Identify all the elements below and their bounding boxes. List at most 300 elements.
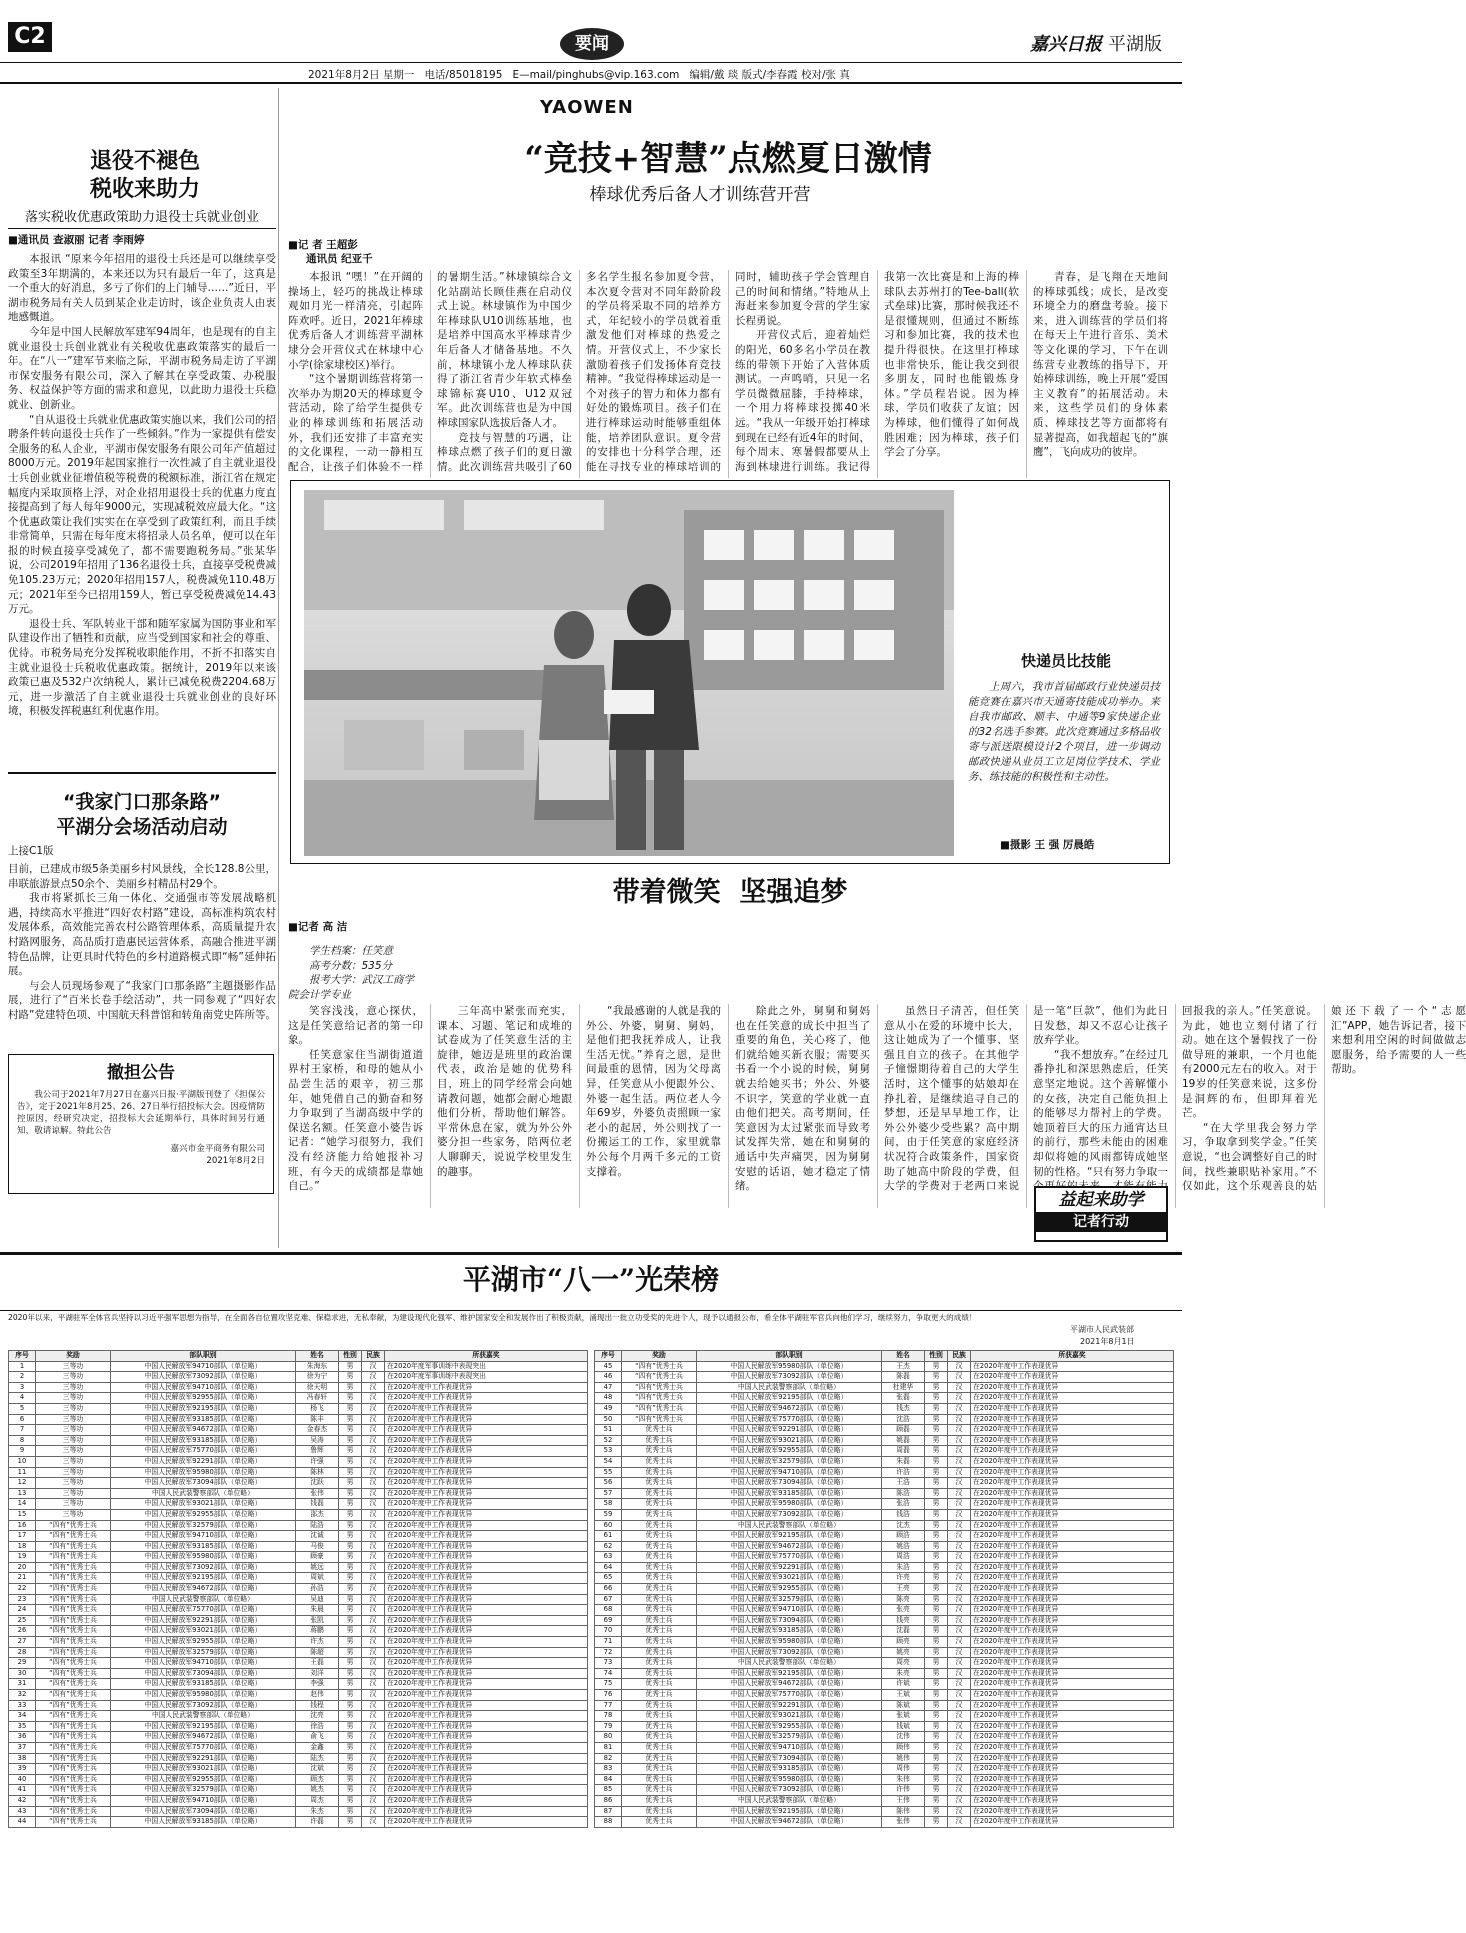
table-cell: 中国人民解放军32579部队（单位略）	[111, 1785, 296, 1796]
left-story-byline: ■通讯员 查淑丽 记者 李雨婷	[8, 234, 145, 246]
table-cell: 40	[9, 1774, 36, 1785]
table-cell: 男	[925, 1382, 948, 1393]
table-cell: 优秀士兵	[622, 1552, 697, 1563]
table-cell: 中国人民解放军93185部队（单位略）	[697, 1626, 882, 1637]
honor-table-header	[595, 1351, 1174, 1362]
table-cell: “四有”优秀士兵	[36, 1700, 111, 1711]
table-cell: 钱浩	[882, 1509, 925, 1520]
table-cell: 三等功	[36, 1425, 111, 1436]
table-cell: 57	[595, 1488, 622, 1499]
table-cell: 中国人民武装警察部队（单位略）	[111, 1594, 296, 1605]
table-cell: 男	[339, 1732, 362, 1743]
table-cell: 陆浩	[296, 1520, 339, 1531]
table-cell: 男	[925, 1626, 948, 1637]
charity-stamp	[1034, 1186, 1168, 1242]
table-cell: 在2020年度中工作表现优异	[971, 1753, 1174, 1764]
table-cell: 汉	[948, 1742, 971, 1753]
paragraph: 竞技与智慧的巧遇，让棒球点燃了孩子们的夏日激情。此次训练营共吸引了60多名学生报名参加夏令营，本次夏令营对不同年龄阶段的学员将采取不同的培养方式，年纪较小的学员就着重激发他们对棒球的热爱之情。开营仪式上，不少家长激励着孩子们发扬体育竞技精神。“我觉得棒球运动是一个对孩子的智力和体力都有好处的锻炼项目。孩子们在进行棒球运动时能够重组体能，培养团队意识。夏令营的安排也十分科学合理，还能在寻找专业的棒球培训的同时，辅助孩子学会管理自己的时间和情绪。”特地从上海赶来参加夏令营的学生家长程勇说。	[437, 271, 870, 473]
table-cell: “四有”优秀士兵	[622, 1372, 697, 1383]
table-cell: 汉	[362, 1647, 385, 1658]
table-cell: 在2020年度中工作表现优异	[385, 1562, 588, 1573]
table-cell: 优秀士兵	[622, 1541, 697, 1552]
table-row	[9, 1552, 588, 1563]
table-cell: 男	[339, 1499, 362, 1510]
table-cell: 37	[9, 1742, 36, 1753]
table-cell: 男	[339, 1403, 362, 1414]
table-cell: 汉	[948, 1446, 971, 1457]
table-cell: 中国人民解放军94710部队（单位略）	[111, 1795, 296, 1806]
table-cell: 陈斌	[882, 1700, 925, 1711]
table-cell: 68	[595, 1605, 622, 1616]
table-cell: 在2020年度中工作表现优异	[971, 1372, 1174, 1383]
table-cell: 男	[925, 1711, 948, 1722]
table-cell: 男	[339, 1817, 362, 1828]
table-cell: 中国人民解放军92291部队（单位略）	[111, 1753, 296, 1764]
table-cell: 男	[339, 1456, 362, 1467]
table-cell: 在2020年度中工作表现优异	[385, 1499, 588, 1510]
table-cell: 在2020年度中工作表现优异	[385, 1753, 588, 1764]
table-row	[9, 1764, 588, 1775]
table-cell: 朱伟	[882, 1774, 925, 1785]
table-cell: 中国人民解放军95980部队（单位略）	[697, 1361, 882, 1372]
table-cell: 汉	[362, 1668, 385, 1679]
table-row	[595, 1488, 1174, 1499]
table-cell: 82	[595, 1753, 622, 1764]
col-header: 部队职别	[111, 1351, 296, 1362]
table-cell: 三等功	[36, 1435, 111, 1446]
table-cell: 41	[9, 1785, 36, 1796]
table-cell: 64	[595, 1562, 622, 1573]
table-cell: 优秀士兵	[622, 1499, 697, 1510]
table-cell: 男	[925, 1552, 948, 1563]
table-cell: 中国人民解放军75770部队（单位略）	[697, 1552, 882, 1563]
table-row	[595, 1372, 1174, 1383]
table-row	[9, 1520, 588, 1531]
table-cell: 中国人民解放军73094部队（单位略）	[697, 1615, 882, 1626]
lead-subheadline: 棒球优秀后备人才训练营开营	[589, 185, 811, 205]
table-cell: 在2020年度中工作表现优异	[971, 1552, 1174, 1563]
table-cell: 在2020年度中工作表现优异	[385, 1520, 588, 1531]
table-cell: 汉	[362, 1605, 385, 1616]
table-cell: 汉	[948, 1711, 971, 1722]
table-cell: 周伟	[882, 1764, 925, 1775]
profile-score: 高考分数：535分	[309, 959, 393, 972]
table-cell: 优秀士兵	[622, 1531, 697, 1542]
table-cell: “四有”优秀士兵	[36, 1647, 111, 1658]
table-cell: 三等功	[36, 1509, 111, 1520]
table-row	[595, 1679, 1174, 1690]
table-row	[9, 1732, 588, 1743]
table-cell: 汉	[362, 1467, 385, 1478]
table-cell: 在2020年度中工作表现优异	[385, 1382, 588, 1393]
table-cell: 许伟	[882, 1785, 925, 1796]
table-cell: 81	[595, 1742, 622, 1753]
table-cell: 许浩	[882, 1467, 925, 1478]
table-cell: 王伟	[882, 1795, 925, 1806]
table-row	[595, 1764, 1174, 1775]
paragraph: 退役士兵、军队转业干部和随军家属为国防事业和军队建设作出了牺牲和贡献，应当受到国家和社会的尊重、优待。市税务局充分发挥税收职能作用，不折不扣落实自主就业退役士兵税收优惠政策。据统计，2019年以来该政策已惠及532户次纳税人，累计已减免税费2204.68万元，进一步激活了自主就业退役士兵就业创业的良好环境，积极发挥税惠红利优惠作用。	[8, 617, 276, 718]
table-cell: 在2020年度中工作表现优异	[971, 1456, 1174, 1467]
table-cell: 冯春轩	[296, 1393, 339, 1404]
table-cell: 汉	[948, 1764, 971, 1775]
table-cell: 男	[925, 1403, 948, 1414]
table-cell: 男	[925, 1446, 948, 1457]
table-cell: 三等功	[36, 1393, 111, 1404]
table-cell: 优秀士兵	[622, 1478, 697, 1489]
table-cell: 在2020年度中工作表现优异	[971, 1499, 1174, 1510]
table-cell: 中国人民解放军75770部队（单位略）	[111, 1605, 296, 1616]
table-cell: 88	[595, 1817, 622, 1828]
table-row	[9, 1679, 588, 1690]
table-cell: 33	[9, 1700, 36, 1711]
table-row	[9, 1690, 588, 1701]
table-cell: 中国人民解放军94710部队（单位略）	[111, 1382, 296, 1393]
table-cell: 11	[9, 1467, 36, 1478]
table-row	[595, 1785, 1174, 1796]
table-cell: 中国人民解放军73094部队（单位略）	[111, 1806, 296, 1817]
table-cell: 在2020年度中工作表现优异	[971, 1531, 1174, 1542]
table-cell: 周浩	[882, 1552, 925, 1563]
paragraph: 开营仪式后，迎着灿烂的阳光，60多名小学员在教练的带领下开始了入营体质测试。一声鸣哨，只见一名学员微微屈膝，手持棒球，一个用力将棒球投掷40米远。“我从一年级开始打棒球到现在已经有近4年的时间，每个周末、寒暑假都要从上海到林埭进行训练。我记得我第一次比赛是和上海的棒球队去苏州打的Tee-ball(软式垒球)比赛，那时候我还不是很懂规则，但通过不断练习和参加比赛，我的技术也提升得很快。在这里打棒球也非常快乐，能让我交到很多朋友，同时也能锻炼身体。”学员程岩说。因为棒球，学员们收获了友谊；因为棒球，他们懂得了如何战胜困难；因为棒球，孩子们学会了分享。	[735, 271, 1019, 473]
table-cell: 优秀士兵	[622, 1742, 697, 1753]
table-cell: 中国人民解放军32579部队（单位略）	[697, 1594, 882, 1605]
table-cell: 徐天明	[296, 1382, 339, 1393]
table-cell: 沈跃	[296, 1478, 339, 1489]
table-cell: 朱浩	[882, 1562, 925, 1573]
left-story-subtitle: 落实税收优惠政策助力退役士兵就业创业	[24, 210, 259, 225]
table-cell: 62	[595, 1541, 622, 1552]
table-cell: 男	[339, 1795, 362, 1806]
table-cell: 三等功	[36, 1488, 111, 1499]
left-title-line1: 退役不褪色	[89, 149, 200, 174]
table-cell: 中国人民解放军95980部队（单位略）	[111, 1552, 296, 1563]
table-row	[595, 1721, 1174, 1732]
table-row	[595, 1531, 1174, 1542]
page-code: C2	[8, 22, 52, 52]
table-cell: 顾伟	[882, 1742, 925, 1753]
table-cell: 在2020年度中工作表现优异	[971, 1382, 1174, 1393]
table-row	[9, 1499, 588, 1510]
table-cell: 中国人民解放军73094部队（单位略）	[111, 1478, 296, 1489]
table-cell: “四有”优秀士兵	[36, 1721, 111, 1732]
table-cell: 汉	[362, 1382, 385, 1393]
table-cell: 汉	[362, 1690, 385, 1701]
table-cell: 男	[925, 1785, 948, 1796]
table-cell: 在2020年度中工作表现优异	[385, 1573, 588, 1584]
student-profile	[288, 944, 422, 1002]
table-cell: 优秀士兵	[622, 1806, 697, 1817]
table-cell: 男	[925, 1584, 948, 1595]
col-header: 所获嘉奖	[971, 1351, 1174, 1362]
table-cell: 男	[925, 1509, 948, 1520]
table-cell: 在2020年度中工作表现优异	[971, 1361, 1174, 1372]
table-cell: 男	[925, 1605, 948, 1616]
table-cell: 在2020年度中工作表现优异	[971, 1668, 1174, 1679]
table-cell: 在2020年度中工作表现优异	[385, 1764, 588, 1775]
table-cell: 70	[595, 1626, 622, 1637]
table-cell: 汉	[362, 1795, 385, 1806]
table-cell: 45	[595, 1361, 622, 1372]
honor-table-left	[8, 1350, 588, 1828]
table-row	[9, 1435, 588, 1446]
table-cell: 男	[925, 1520, 948, 1531]
table-cell: 优秀士兵	[622, 1795, 697, 1806]
table-row	[595, 1446, 1174, 1457]
table-cell: 在2020年度中工作表现优异	[385, 1668, 588, 1679]
table-row	[595, 1690, 1174, 1701]
table-cell: 在2020年度中工作表现优异	[971, 1785, 1174, 1796]
table-cell: 优秀士兵	[622, 1509, 697, 1520]
table-cell: 中国人民解放军93021部队（单位略）	[697, 1435, 882, 1446]
table-cell: 56	[595, 1478, 622, 1489]
table-cell: 71	[595, 1637, 622, 1648]
table-cell: 男	[925, 1764, 948, 1775]
table-row	[9, 1711, 588, 1722]
table-cell: 在2020年度中工作表现优异	[385, 1552, 588, 1563]
table-cell: 8	[9, 1435, 36, 1446]
table-cell: 在2020年度中工作表现优异	[971, 1403, 1174, 1414]
paragraph: “在大学里我会努力学习，争取拿到奖学金。”任笑意说，“也会调整好自己的时间，找些兼职贴补家用。”不仅如此，这个乐观善良的姑娘还下载了一个“志愿汇”APP，她告诉记者，接下来想利用空闲的时间做做志愿服务，给予需要的人一些帮助。	[1182, 1005, 1466, 1193]
paragraph: 我市将紧抓长三角一体化、交通强市等发展战略机遇，持续高水平推进“四好农村路”建设，高标准构筑农村发展体系，高效能完善农村公路管理体系，高质量提升农村路网服务，高品质打造惠民运营体系，高融合推进平湖特色品牌，让更具时代特色的乡村道路模式即“畅”延伸拓展。	[8, 892, 276, 978]
table-cell: 三等功	[36, 1403, 111, 1414]
notice-signature: 嘉兴市金平商务有限公司	[170, 1144, 265, 1154]
table-cell: 在2020年度中工作表现优异	[971, 1690, 1174, 1701]
table-cell: 男	[339, 1700, 362, 1711]
table-cell: 男	[339, 1467, 362, 1478]
table-cell: 许强	[296, 1456, 339, 1467]
table-cell: 徐为宁	[296, 1372, 339, 1383]
table-cell: 69	[595, 1615, 622, 1626]
table-cell: 男	[339, 1658, 362, 1669]
table-cell: 李强	[296, 1679, 339, 1690]
table-cell: 汉	[948, 1690, 971, 1701]
table-cell: 63	[595, 1552, 622, 1563]
table-cell: 王磊	[296, 1658, 339, 1669]
table-cell: 在2020年度中工作表现优异	[971, 1711, 1174, 1722]
table-cell: “四有”优秀士兵	[36, 1764, 111, 1775]
table-cell: 中国人民解放军93021部队（单位略）	[697, 1711, 882, 1722]
table-cell: 在2020年度中工作表现优异	[385, 1658, 588, 1669]
table-cell: 吴涛	[296, 1435, 339, 1446]
table-cell: 陈丰	[296, 1414, 339, 1425]
table-row	[9, 1605, 588, 1616]
paragraph: 今年是中国人民解放军建军94周年，也是现有的自主就业退役士兵创业就业有关税收优惠政策落实的最后一年。在“八一”建军节来临之际，平湖市税务局走访了平湖市保安服务有限公司，深入了解其在享受政策、办税服务、权益保护等方面的需求和意见，以此助力退役士兵稳就业、创新业。	[8, 325, 276, 411]
table-cell: 优秀士兵	[622, 1658, 697, 1669]
table-cell: 在2020年度中工作表现优异	[385, 1817, 588, 1828]
table-row	[595, 1509, 1174, 1520]
table-cell: 60	[595, 1520, 622, 1531]
table-cell: 52	[595, 1435, 622, 1446]
table-cell: 男	[339, 1764, 362, 1775]
table-cell: 男	[339, 1425, 362, 1436]
table-cell: 汉	[362, 1499, 385, 1510]
table-cell: 汉	[948, 1435, 971, 1446]
table-cell: 中国人民解放军92955部队（单位略）	[111, 1774, 296, 1785]
table-cell: 优秀士兵	[622, 1679, 697, 1690]
table-cell: 在2020年度中工作表现优异	[971, 1520, 1174, 1531]
table-cell: 中国人民解放军92195部队（单位略）	[697, 1806, 882, 1817]
table-cell: 5	[9, 1403, 36, 1414]
table-row	[9, 1817, 588, 1828]
table-cell: 汉	[362, 1584, 385, 1595]
table-cell: 周亮	[882, 1658, 925, 1669]
table-row	[595, 1562, 1174, 1573]
table-cell: 杜建华	[882, 1382, 925, 1393]
table-cell: 84	[595, 1774, 622, 1785]
table-cell: 汉	[948, 1700, 971, 1711]
table-cell: 汉	[948, 1478, 971, 1489]
table-cell: 78	[595, 1711, 622, 1722]
paragraph: 任笑意家住当湖街道道界村王家桥，和母的她从小品尝生活的艰辛，初三那年，她凭借自己的勤奋和努力争取到了当湖高级中学的保送名额。任笑意小婆告诉记者：“她学习很努力，我们没有经济能力给她报补习班，有今天的成绩都是靠她自己。”	[288, 1048, 423, 1193]
table-cell: 男	[339, 1509, 362, 1520]
table-cell: 汉	[948, 1520, 971, 1531]
table-cell: 在2020年度中工作表现优异	[385, 1509, 588, 1520]
table-cell: “四有”优秀士兵	[36, 1732, 111, 1743]
table-cell: 在2020年度中工作表现优异	[971, 1774, 1174, 1785]
table-cell: 男	[925, 1615, 948, 1626]
table-cell: 王斌	[882, 1690, 925, 1701]
table-cell: “四有”优秀士兵	[36, 1806, 111, 1817]
table-cell: 中国人民解放军94672部队（单位略）	[697, 1679, 882, 1690]
table-row	[9, 1615, 588, 1626]
table-cell: 在2020年度中工作表现优异	[385, 1446, 588, 1457]
table-cell: 中国人民解放军75770部队（单位略）	[111, 1742, 296, 1753]
table-cell: 汉	[362, 1594, 385, 1605]
paragraph: 除此之外，舅舅和舅妈也在任笑意的成长中担当了重要的角色，关心疼了，他们就给她买新衣服；需要买书看一个小说的时候，舅舅就去给她买书；外公、外婆不识字，笑意的学业就一直由他们把关。高考期间，任笑意因为太过紧张而导致考试发挥失常，她在和舅舅的通话中失声痛哭，因为舅舅安慰的话语，她才稳定了情绪。	[735, 1005, 870, 1193]
table-cell: 汉	[948, 1456, 971, 1467]
left2-title-line1: “我家门口那条路”	[63, 791, 221, 813]
table-cell: 优秀士兵	[622, 1584, 697, 1595]
table-row	[9, 1721, 588, 1732]
table-row	[9, 1584, 588, 1595]
table-cell: 在2020年度中工作表现优异	[971, 1478, 1174, 1489]
table-cell: 29	[9, 1658, 36, 1669]
table-cell: 汉	[362, 1393, 385, 1404]
table-cell: “四有”优秀士兵	[622, 1361, 697, 1372]
table-row	[595, 1658, 1174, 1669]
table-cell: 16	[9, 1520, 36, 1531]
table-row	[9, 1531, 588, 1542]
table-cell: 在2020年度中工作表现优异	[385, 1478, 588, 1489]
table-cell: 男	[339, 1573, 362, 1584]
table-cell: 在2020年度中工作表现优异	[385, 1721, 588, 1732]
table-cell: 周杰	[296, 1795, 339, 1806]
table-row	[9, 1456, 588, 1467]
table-cell: 在2020年度中工作表现优异	[971, 1795, 1174, 1806]
table-row	[595, 1541, 1174, 1552]
table-cell: 顾亮	[882, 1637, 925, 1648]
col-header: 奖励	[36, 1351, 111, 1362]
table-row	[9, 1742, 588, 1753]
table-cell: 中国人民解放军73094部队（单位略）	[697, 1753, 882, 1764]
table-cell: 张伟	[882, 1817, 925, 1828]
table-cell: 陈伟	[882, 1806, 925, 1817]
lead-headline: “竞技+智慧”点燃夏日激情	[524, 139, 932, 179]
table-cell: 汉	[948, 1668, 971, 1679]
table-cell: 男	[339, 1647, 362, 1658]
table-cell: 中国人民解放军95980部队（单位略）	[111, 1467, 296, 1478]
table-cell: 中国人民武装警察部队（单位略）	[697, 1520, 882, 1531]
table-cell: 汉	[948, 1425, 971, 1436]
table-cell: 男	[925, 1721, 948, 1732]
table-row	[9, 1509, 588, 1520]
table-cell: 金春杰	[296, 1425, 339, 1436]
table-cell: 汉	[948, 1605, 971, 1616]
section-pinyin: YAOWEN	[540, 97, 634, 118]
table-cell: 在2020年度中工作表现优异	[971, 1467, 1174, 1478]
paragraph: “这个暑期训练营将第一次举办为期20天的棒球夏令营活动，除了给学生提供专业的棒球训练和拓展活动外，我们还安排了丰富充实的文化课程，一动一静相互配合，让孩子们体验不一样的暑期生活。”林埭镇综合文化站副站长顾佳燕在启动仪式上说。林埭镇作为中国少年棒球队U10训练基地，也是培养中国高水平棒球青少年后备人才储备基地。不久前，林埭镇小龙人棒球队获得了浙江省青少年软式棒垒球锦标赛U10、U12双冠军。此次训练营也是为中国棒球国家队选拔后备人才。	[288, 271, 572, 473]
table-cell: 男	[339, 1446, 362, 1457]
table-cell: 中国人民武装警察部队（单位略）	[111, 1488, 296, 1499]
table-cell: 汉	[948, 1467, 971, 1478]
table-cell: 汉	[948, 1509, 971, 1520]
table-cell: 汉	[948, 1584, 971, 1595]
table-cell: 吴迪	[296, 1594, 339, 1605]
table-cell: 39	[9, 1764, 36, 1775]
table-cell: “四有”优秀士兵	[36, 1679, 111, 1690]
table-cell: 沈浩	[882, 1414, 925, 1425]
table-cell: 73	[595, 1658, 622, 1669]
table-cell: 优秀士兵	[622, 1690, 697, 1701]
table-cell: 中国人民解放军92291部队（单位略）	[697, 1562, 882, 1573]
table-cell: 3	[9, 1382, 36, 1393]
table-cell: 男	[925, 1488, 948, 1499]
table-cell: 汉	[948, 1403, 971, 1414]
table-cell: 男	[339, 1382, 362, 1393]
table-cell: 三等功	[36, 1467, 111, 1478]
table-cell: 男	[925, 1742, 948, 1753]
table-cell: 中国人民解放军73092部队（单位略）	[697, 1785, 882, 1796]
table-cell: 中国人民解放军94710部队（单位略）	[111, 1658, 296, 1669]
table-cell: 24	[9, 1605, 36, 1616]
table-row	[9, 1647, 588, 1658]
paragraph: “我不想放弃。”在经过几番挣扎和深思熟虑后，任笑意坚定地说。这个善解懂小的女孩，决定自己能负担上的能够尽力帮衬上的学费。她顶着巨大的压力通宵达旦的前行，那些未能由的困难却似将她的风雨都铸成她坚韧的性格。“只有努力争取一 回报我的亲人。”任笑意说。为此，她也立刻付诸了行动。她在这个暑假找了一份做导班的兼职，一个月也能有2000元左右的收入。对于19岁的任笑意来说，这多份是洞辉的布，但即拜着光芒。	[1033, 1005, 1317, 1178]
table-cell: 74	[595, 1668, 622, 1679]
table-cell: 优秀士兵	[622, 1711, 697, 1722]
table-cell: 王亮	[882, 1584, 925, 1595]
table-cell: “四有”优秀士兵	[36, 1552, 111, 1563]
table-cell: 沈亮	[296, 1711, 339, 1722]
table-cell: 7	[9, 1425, 36, 1436]
edition-label: 平湖版	[1108, 34, 1162, 55]
table-cell: 32	[9, 1690, 36, 1701]
table-cell: 汉	[948, 1806, 971, 1817]
table-cell: 在2020年度中工作表现优异	[971, 1700, 1174, 1711]
table-cell: 男	[339, 1742, 362, 1753]
table-cell: 三等功	[36, 1446, 111, 1457]
table-cell: 男	[339, 1435, 362, 1446]
table-cell: 在2020年度中工作表现优异	[971, 1721, 1174, 1732]
table-cell: “四有”优秀士兵	[36, 1626, 111, 1637]
table-cell: 27	[9, 1637, 36, 1648]
table-cell: 中国人民解放军93185部队（单位略）	[697, 1488, 882, 1499]
table-cell: 中国人民解放军92955部队（单位略）	[697, 1446, 882, 1457]
table-cell: 中国人民解放军93021部队（单位略）	[111, 1499, 296, 1510]
table-cell: 男	[925, 1467, 948, 1478]
table-cell: 中国人民解放军73092部队（单位略）	[111, 1372, 296, 1383]
table-cell: 中国人民解放军75770部队（单位略）	[697, 1690, 882, 1701]
lead-byline-reporter: ■记 者 王超彭	[288, 239, 358, 251]
table-cell: 在2020年度中工作表现优异	[971, 1541, 1174, 1552]
table-cell: 中国人民解放军32579部队（单位略）	[111, 1647, 296, 1658]
table-cell: 汉	[362, 1806, 385, 1817]
table-cell: 51	[595, 1425, 622, 1436]
table-cell: 在2020年度中工作表现优异	[385, 1774, 588, 1785]
table-row	[9, 1414, 588, 1425]
table-row	[9, 1774, 588, 1785]
table-cell: 顾杰	[296, 1774, 339, 1785]
table-cell: 中国人民解放军92291部队（单位略）	[697, 1425, 882, 1436]
